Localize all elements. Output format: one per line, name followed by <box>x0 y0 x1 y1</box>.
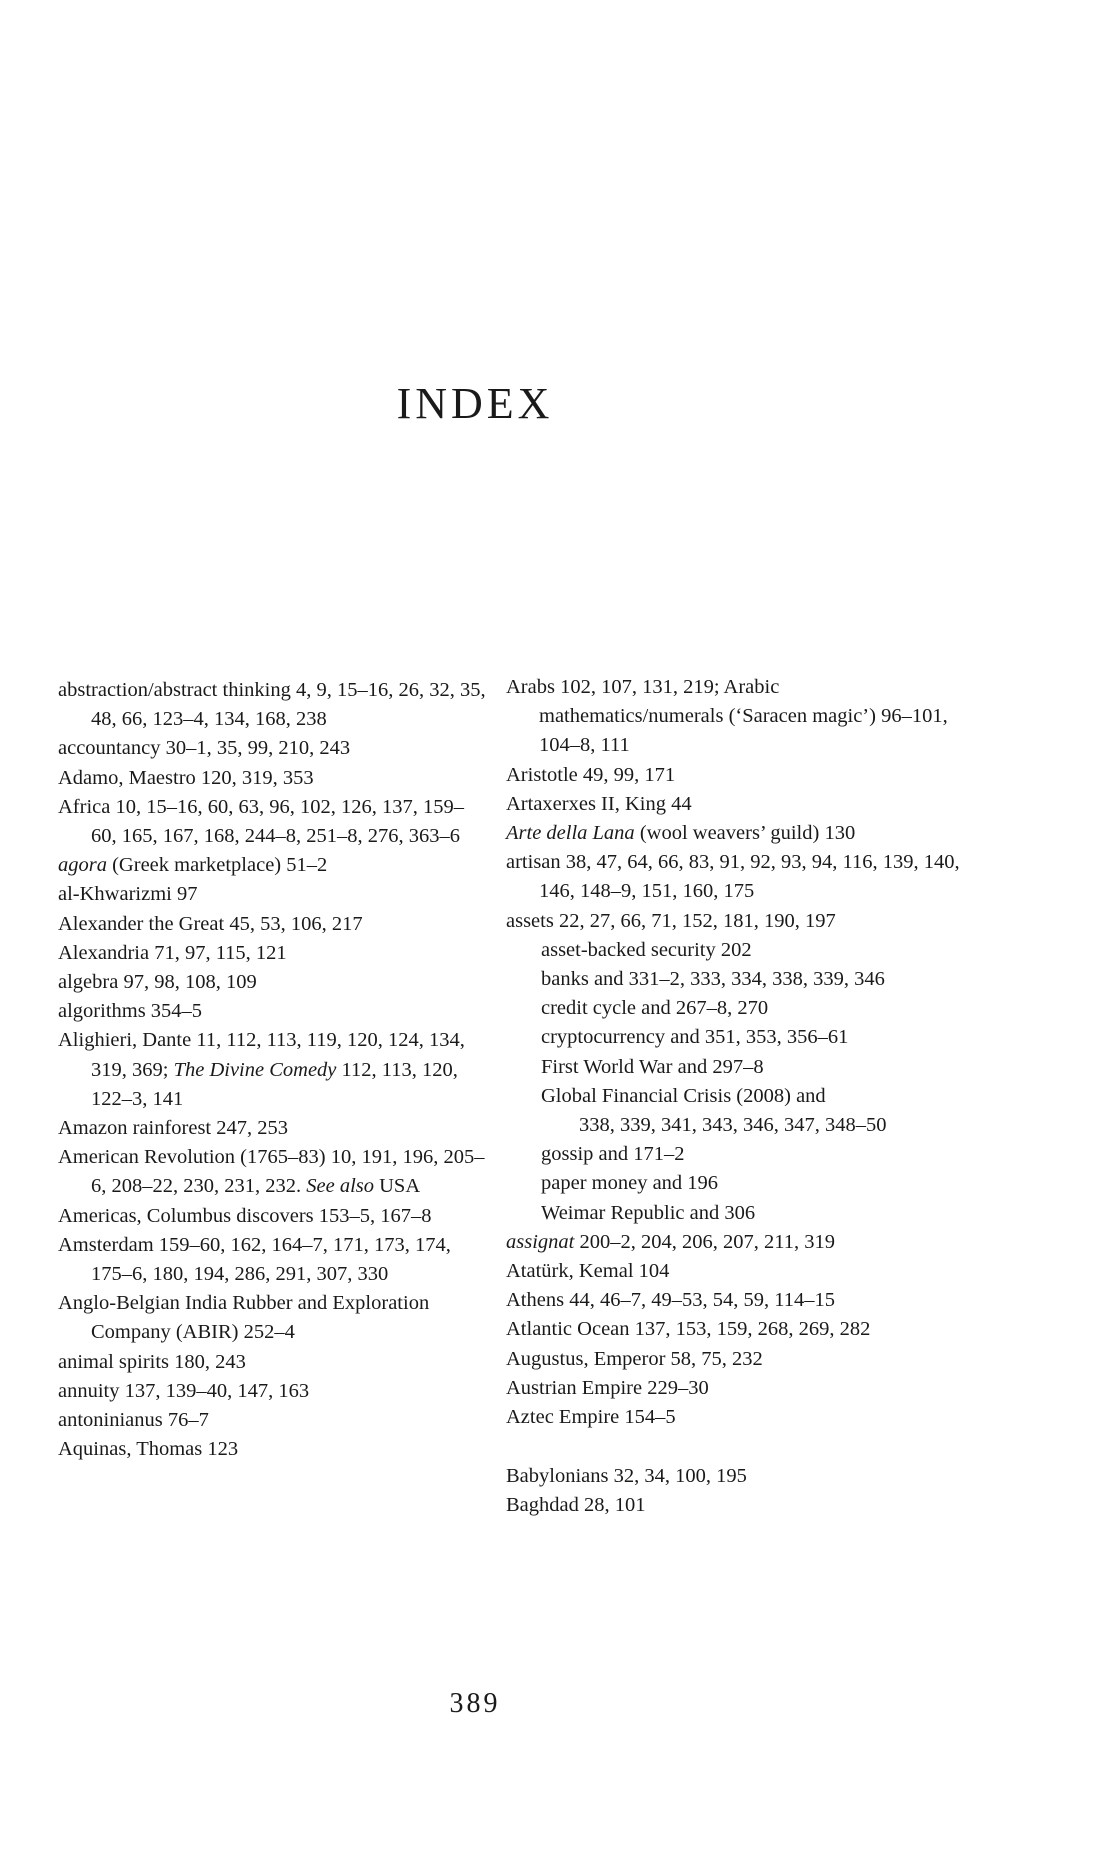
entry-text: Adamo, Maestro 120, 319, 353 <box>58 766 314 789</box>
entry-text: Athens 44, 46–7, 49–53, 54, 59, 114–15 <box>506 1289 835 1312</box>
index-entry <box>58 1114 488 1143</box>
entry-text: Aztec Empire 154–5 <box>506 1406 676 1429</box>
entry-text: Alighieri, Dante 11, 112, 113, 119, 120, 124, 134, 319, 369; <box>58 1029 465 1081</box>
index-entry <box>506 1315 968 1344</box>
entry-text: Anglo-Belgian India Rubber and Exploration Company (ABIR) 252–4 <box>58 1292 430 1344</box>
index-subentry <box>506 936 968 965</box>
index-entry <box>58 851 488 880</box>
entry-text: Austrian Empire 229–30 <box>506 1376 709 1399</box>
entry-text: Alexandria 71, 97, 115, 121 <box>58 941 287 964</box>
index-entry <box>58 939 488 968</box>
entry-text: Global Financial Crisis (2008) and <box>541 1084 826 1107</box>
entry-text: accountancy 30–1, 35, 99, 210, 243 <box>58 737 351 760</box>
entry-text: USA <box>374 1175 421 1198</box>
index-subentry <box>506 994 968 1023</box>
italic-term: See also <box>306 1175 374 1198</box>
entry-text: (Greek marketplace) 51–2 <box>106 854 328 877</box>
index-entry <box>506 1403 968 1432</box>
index-entry <box>58 1026 488 1114</box>
page-number: 389 <box>449 1688 501 1719</box>
entry-text: asset-backed security 202 <box>541 938 752 961</box>
italic-term: assignat <box>506 1230 575 1253</box>
entry-text: al-Khwarizmi 97 <box>58 883 198 906</box>
entry-text: algebra 97, 98, 108, 109 <box>58 971 257 994</box>
index-entry <box>58 676 488 734</box>
entry-text: Baghdad 28, 101 <box>506 1494 646 1517</box>
entry-text: Atatürk, Kemal 104 <box>506 1260 670 1283</box>
entry-text: Africa 10, 15–16, 60, 63, 96, 102, 126, 137, 159–60, 165, 167, 168, 244–8, 251–8, 276, 363–6 <box>58 795 464 848</box>
entry-text: Amazon rainforest 247, 253 <box>58 1117 288 1140</box>
index-entry <box>58 1406 488 1435</box>
entry-text: Aquinas, Thomas 123 <box>58 1438 239 1461</box>
index-entry <box>58 1289 488 1347</box>
entry-text: gossip and 171–2 <box>541 1143 685 1166</box>
index-subentry <box>506 1023 968 1052</box>
index-subentry <box>506 1199 968 1228</box>
index-entry <box>58 1202 488 1231</box>
entry-text: assets 22, 27, 66, 71, 152, 181, 190, 197 <box>506 909 836 932</box>
italic-term: Arte della Lana <box>506 822 635 845</box>
index-entry <box>58 910 488 939</box>
section-gap <box>506 1432 968 1462</box>
index-subentry <box>506 1140 968 1169</box>
entry-text: 338, 339, 341, 343, 346, 347, 348–50 <box>579 1114 887 1137</box>
entry-text: First World War and 297–8 <box>541 1055 764 1078</box>
page-title: INDEX <box>396 379 554 428</box>
italic-term: The Divine Comedy <box>173 1058 337 1081</box>
index-entry <box>506 907 968 936</box>
entry-text: (wool weavers’ guild) 130 <box>634 822 856 845</box>
entry-text: cryptocurrency and 351, 353, 356–61 <box>541 1026 849 1049</box>
index-entry <box>506 819 968 848</box>
index-entry <box>506 1374 968 1403</box>
index-entry <box>506 1491 968 1520</box>
index-entry <box>58 734 488 763</box>
index-subentry <box>506 1111 968 1140</box>
index-subentry <box>506 1082 968 1111</box>
index-column-right <box>506 676 968 1521</box>
index-entry <box>58 1231 488 1289</box>
entry-text: animal spirits 180, 243 <box>58 1350 246 1373</box>
entry-text: abstraction/abstract thinking 4, 9, 15–16, 26, 32, 35, 48, 66, 123–4, 134, 168, 238 <box>58 679 486 731</box>
index-entry <box>506 1345 968 1374</box>
entry-text: Alexander the Great 45, 53, 106, 217 <box>58 912 363 935</box>
entry-text: credit cycle and 267–8, 270 <box>541 997 769 1020</box>
entry-text: Weimar Republic and 306 <box>541 1201 756 1224</box>
index-subentry <box>506 965 968 994</box>
index-entry <box>58 1143 488 1201</box>
entry-text: Aristotle 49, 99, 171 <box>506 763 676 786</box>
index-entry <box>506 1286 968 1315</box>
entry-text: algorithms 354–5 <box>58 1000 203 1023</box>
entry-text: artisan 38, 47, 64, 66, 83, 91, 92, 93, 94, 116, 139, 140, 146, 148–9, 151, 160, 175 <box>506 851 960 903</box>
index-entry <box>506 790 968 819</box>
entry-text: Babylonians 32, 34, 100, 195 <box>506 1465 747 1488</box>
index-entry <box>506 1462 968 1491</box>
italic-term: agora <box>58 854 107 877</box>
entry-text: paper money and 196 <box>541 1172 719 1195</box>
index-entry <box>58 968 488 997</box>
index-entry <box>506 1257 968 1286</box>
index-entry <box>58 997 488 1026</box>
entry-text: annuity 137, 139–40, 147, 163 <box>58 1379 310 1402</box>
index-entry <box>58 764 488 793</box>
entry-text: Artaxerxes II, King 44 <box>506 792 692 815</box>
entry-text: Americas, Columbus discovers 153–5, 167–8 <box>58 1204 432 1227</box>
index-entry <box>506 673 968 761</box>
index-entry <box>58 880 488 909</box>
index-subentry <box>506 1169 968 1198</box>
index-entry <box>58 1348 488 1377</box>
entry-text: Arabs 102, 107, 131, 219; Arabic mathematics/numerals (‘Saracen magic’) 96–101, 104–8, 111 <box>506 676 948 757</box>
entry-text: antoninianus 76–7 <box>58 1409 209 1432</box>
index-column-left <box>58 676 488 1464</box>
index-entry <box>506 761 968 790</box>
index-entry <box>58 793 488 851</box>
index-entry <box>506 1228 968 1257</box>
index-entry <box>506 848 968 906</box>
entry-text: 112, 113, 120, 122–3, 141 <box>91 1058 458 1110</box>
entry-text: Amsterdam 159–60, 162, 164–7, 171, 173, 174, 175–6, 180, 194, 286, 291, 307, 330 <box>58 1233 451 1286</box>
index-entry <box>58 1377 488 1406</box>
entry-text: Atlantic Ocean 137, 153, 159, 268, 269, 282 <box>506 1318 871 1341</box>
index-subentry <box>506 1053 968 1082</box>
entry-text: American Revolution (1765–83) 10, 191, 196, 205–6, 208–22, 230, 231, 232. <box>58 1146 485 1198</box>
index-entry <box>58 1435 488 1464</box>
entry-text: banks and 331–2, 333, 334, 338, 339, 346 <box>541 968 885 991</box>
entry-text: 200–2, 204, 206, 207, 211, 319 <box>574 1230 835 1253</box>
entry-text: Augustus, Emperor 58, 75, 232 <box>506 1347 763 1370</box>
